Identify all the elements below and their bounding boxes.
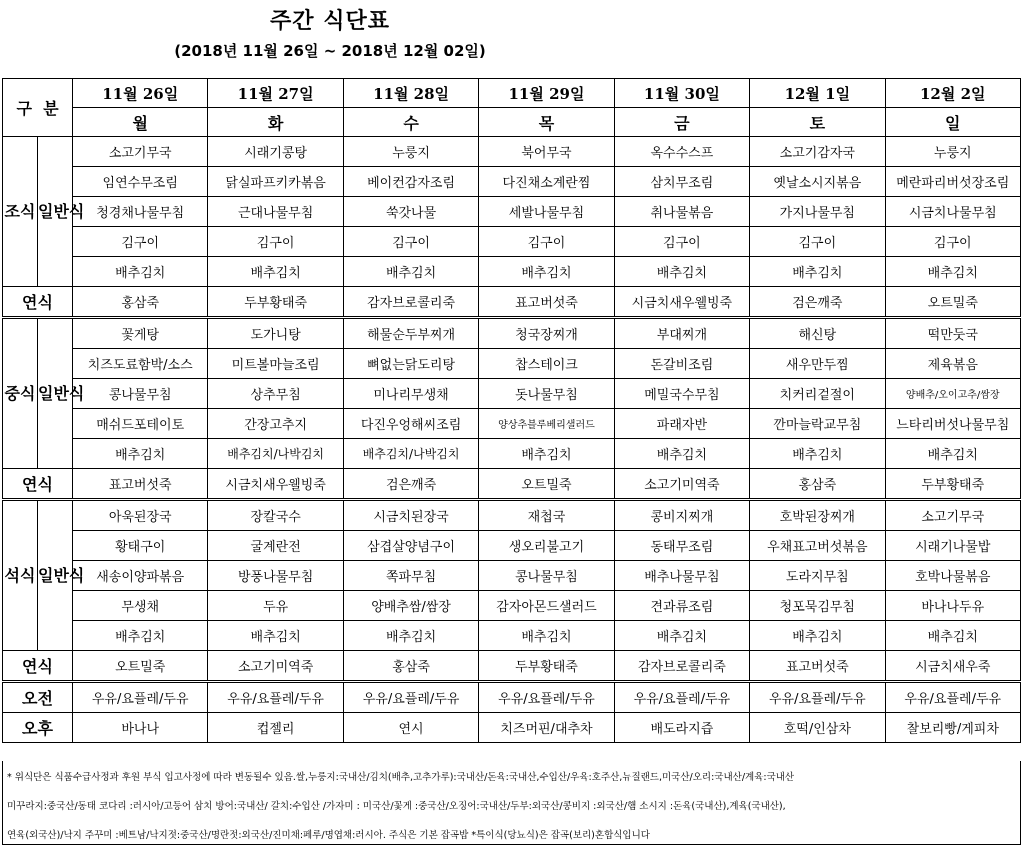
menu-item: 방풍나물무침 (208, 561, 343, 591)
general-meal-label: 일반식 (38, 318, 73, 469)
soft-menu-item: 시금치새우웰빙죽 (208, 469, 343, 500)
menu-item: 김구이 (73, 227, 208, 257)
menu-item: 청경채나물무침 (73, 197, 208, 227)
menu-item: 돗나물무침 (479, 379, 614, 409)
menu-item: 배추김치 (885, 257, 1020, 287)
menu-item: 제육볶음 (885, 349, 1020, 379)
menu-item: 배추김치/나박김치 (343, 439, 478, 469)
snack-item: 연시 (343, 713, 478, 743)
menu-item: 배추김치 (73, 439, 208, 469)
menu-item: 누룽지 (343, 137, 478, 167)
menu-item: 떡만둣국 (885, 318, 1020, 349)
menu-item: 취나물볶음 (614, 197, 749, 227)
menu-item: 소고기감자국 (750, 137, 885, 167)
menu-item: 베이컨감자조림 (343, 167, 478, 197)
menu-item: 배추김치 (479, 257, 614, 287)
menu-item: 황태구이 (73, 531, 208, 561)
menu-item: 시금치나물무침 (885, 197, 1020, 227)
menu-item: 김구이 (885, 227, 1020, 257)
menu-item: 미트볼마늘조림 (208, 349, 343, 379)
soft-menu-item: 오트밀죽 (73, 651, 208, 682)
snack-item: 우유/요플레/두유 (614, 682, 749, 713)
snack-item: 우유/요플레/두유 (208, 682, 343, 713)
soft-menu-item: 소고기미역죽 (614, 469, 749, 500)
menu-item: 양상추블루베리샐러드 (479, 409, 614, 439)
menu-item: 장칼국수 (208, 500, 343, 531)
menu-item: 배추김치 (750, 439, 885, 469)
menu-item: 누룽지 (885, 137, 1020, 167)
menu-item: 호박나물볶음 (885, 561, 1020, 591)
menu-item: 바나나두유 (885, 591, 1020, 621)
menu-item: 세발나물무침 (479, 197, 614, 227)
menu-item: 견과류조림 (614, 591, 749, 621)
soft-menu-item: 두부황태죽 (208, 287, 343, 318)
menu-item: 치커리겉절이 (750, 379, 885, 409)
menu-item: 김구이 (614, 227, 749, 257)
menu-item: 옥수수스프 (614, 137, 749, 167)
menu-item: 무생채 (73, 591, 208, 621)
note-line: * 위식단은 식품수급사정과 후원 부식 입고사정에 따라 변동될수 있음.쌀,누룽지:국내산/김치(배추,고추가루):국내산/돈육:국내산,수입산/우육:호주산,뉴질랜드,미국산/오리:국내산/계육:국내산 (7, 772, 795, 783)
soft-menu-item: 감자브로콜리죽 (614, 651, 749, 682)
menu-item: 두유 (208, 591, 343, 621)
menu-item: 생오리불고기 (479, 531, 614, 561)
menu-item: 새송이양파볶음 (73, 561, 208, 591)
menu-item: 재첩국 (479, 500, 614, 531)
menu-item: 뼈없는닭도리탕 (343, 349, 478, 379)
menu-item: 근대나물무침 (208, 197, 343, 227)
menu-item: 미나리무생채 (343, 379, 478, 409)
snack-item: 바나나 (73, 713, 208, 743)
menu-item: 배추김치 (750, 257, 885, 287)
origin-notes (2, 761, 1021, 845)
menu-item: 해신탕 (750, 318, 885, 349)
snack-am-label: 오전 (3, 682, 73, 713)
menu-item: 파래자반 (614, 409, 749, 439)
soft-menu-item: 표고버섯죽 (750, 651, 885, 682)
menu-item: 호박된장찌개 (750, 500, 885, 531)
menu-item: 새우만두찜 (750, 349, 885, 379)
menu-item: 배추김치 (614, 257, 749, 287)
menu-item: 시래기콩탕 (208, 137, 343, 167)
date-header: 11월 28일 (343, 79, 478, 108)
menu-item: 다진우엉해씨조림 (343, 409, 478, 439)
menu-item: 부대찌개 (614, 318, 749, 349)
soft-menu-item: 표고버섯죽 (479, 287, 614, 318)
menu-item: 간장고추지 (208, 409, 343, 439)
menu-item: 옛날소시지볶음 (750, 167, 885, 197)
note-line: 연육(외국산)/낙지 주꾸미 :베트남/낙지젓:중국산/명란젓:외국산/진미채:페루/명엽채:러시아. 주식은 기본 잡곡밥 *특이식(당뇨식)은 잡곡(보리)혼합식입니다 (7, 830, 650, 841)
menu-item: 콩나물무침 (73, 379, 208, 409)
menu-item: 삼겹살양념구이 (343, 531, 478, 561)
snack-item: 치즈머핀/대추차 (479, 713, 614, 743)
menu-item: 배추김치 (750, 621, 885, 651)
menu-item: 가지나물무침 (750, 197, 885, 227)
snack-item: 우유/요플레/두유 (750, 682, 885, 713)
menu-item: 김구이 (343, 227, 478, 257)
snack-item: 우유/요플레/두유 (479, 682, 614, 713)
menu-item: 동태무조림 (614, 531, 749, 561)
menu-period: (2018년 11월 26일 ~ 2018년 12월 02일) (174, 42, 486, 60)
menu-item: 청국장찌개 (479, 318, 614, 349)
menu-item: 소고기무국 (73, 137, 208, 167)
date-header: 11월 30일 (614, 79, 749, 108)
menu-item: 배추김치 (885, 439, 1020, 469)
weekly-menu-table (2, 78, 1021, 743)
menu-item: 김구이 (208, 227, 343, 257)
weekday-header: 목 (479, 108, 614, 137)
note-line: 미꾸라지:중국산/동태 코다리 :러시아/고등어 삼치 방어:국내산/ 갈치:수입산 /가자미 : 미국산/꽃게 :중국산/오징어:국내산/두부:외국산/콩비지 :외국산/햄 소시지 :돈육(국내산),계육(국내산), (7, 801, 786, 812)
menu-item: 쪽파무침 (343, 561, 478, 591)
weekday-header: 화 (208, 108, 343, 137)
soft-menu-item: 오트밀죽 (479, 469, 614, 500)
menu-item: 감자아몬드샐러드 (479, 591, 614, 621)
soft-menu-item: 감자브로콜리죽 (343, 287, 478, 318)
soft-menu-item: 시금치새우웰빙죽 (614, 287, 749, 318)
menu-item: 돈갈비조림 (614, 349, 749, 379)
menu-item: 김구이 (479, 227, 614, 257)
menu-item: 배추김치 (479, 439, 614, 469)
soft-menu-item: 시금치새우죽 (885, 651, 1020, 682)
soft-menu-item: 홍삼죽 (73, 287, 208, 318)
dinner-label: 석식 (3, 500, 38, 651)
menu-item: 임연수무조림 (73, 167, 208, 197)
soft-menu-item: 소고기미역죽 (208, 651, 343, 682)
menu-item: 꽃게탕 (73, 318, 208, 349)
date-header: 11월 29일 (479, 79, 614, 108)
menu-item: 치즈도료함박/소스 (73, 349, 208, 379)
menu-item: 배추김치 (885, 621, 1020, 651)
soft-menu-item: 표고버섯죽 (73, 469, 208, 500)
soft-menu-item: 홍삼죽 (750, 469, 885, 500)
snack-item: 우유/요플레/두유 (73, 682, 208, 713)
general-meal-label: 일반식 (38, 500, 73, 651)
snack-pm-label: 오후 (3, 713, 73, 743)
soft-menu-item: 검은깨죽 (343, 469, 478, 500)
menu-item: 삼치무조림 (614, 167, 749, 197)
weekday-header: 월 (73, 108, 208, 137)
soft-meal-label: 연식 (3, 469, 73, 500)
snack-item: 찰보리빵/게피차 (885, 713, 1020, 743)
menu-item: 소고기무국 (885, 500, 1020, 531)
menu-item: 콩나물무침 (479, 561, 614, 591)
weekday-header: 토 (750, 108, 885, 137)
menu-item: 북어무국 (479, 137, 614, 167)
menu-item: 우채표고버섯볶음 (750, 531, 885, 561)
menu-item: 배추김치 (614, 439, 749, 469)
menu-item: 도라지무침 (750, 561, 885, 591)
breakfast-label: 조식 (3, 137, 38, 287)
menu-item: 닭실파프키카볶음 (208, 167, 343, 197)
general-meal-label: 일반식 (38, 137, 73, 287)
menu-item: 시래기나물밥 (885, 531, 1020, 561)
soft-menu-item: 홍삼죽 (343, 651, 478, 682)
menu-item: 도가니탕 (208, 318, 343, 349)
menu-item: 메밀국수무침 (614, 379, 749, 409)
menu-item: 배추김치 (208, 257, 343, 287)
page-title: 주간 식단표 (270, 9, 390, 34)
menu-item: 찹스테이크 (479, 349, 614, 379)
menu-item: 배추김치 (343, 257, 478, 287)
menu-item: 배추김치 (208, 621, 343, 651)
snack-item: 우유/요플레/두유 (343, 682, 478, 713)
menu-item: 느타리버섯나물무침 (885, 409, 1020, 439)
menu-item: 콩비지찌개 (614, 500, 749, 531)
soft-menu-item: 두부황태죽 (479, 651, 614, 682)
date-header: 11월 27일 (208, 79, 343, 108)
menu-item: 배추김치/나박김치 (208, 439, 343, 469)
menu-item: 깐마늘락교무침 (750, 409, 885, 439)
soft-menu-item: 두부황태죽 (885, 469, 1020, 500)
menu-item: 청포묵김무침 (750, 591, 885, 621)
soft-meal-label: 연식 (3, 651, 73, 682)
date-header: 12월 2일 (885, 79, 1020, 108)
weekday-header: 금 (614, 108, 749, 137)
menu-item: 메란파리버섯장조림 (885, 167, 1020, 197)
menu-item: 쑥갓나물 (343, 197, 478, 227)
weekday-header: 일 (885, 108, 1020, 137)
soft-menu-item: 검은깨죽 (750, 287, 885, 318)
lunch-label: 중식 (3, 318, 38, 469)
date-header: 12월 1일 (750, 79, 885, 108)
snack-item: 호떡/인삼차 (750, 713, 885, 743)
menu-item: 배추김치 (343, 621, 478, 651)
snack-item: 배도라지즙 (614, 713, 749, 743)
menu-item: 시금치된장국 (343, 500, 478, 531)
menu-item: 양배추쌈/쌈장 (343, 591, 478, 621)
menu-item: 다진채소계란찜 (479, 167, 614, 197)
menu-item: 매쉬드포테이토 (73, 409, 208, 439)
menu-item: 굴계란전 (208, 531, 343, 561)
menu-item: 김구이 (750, 227, 885, 257)
menu-item: 배추나물무침 (614, 561, 749, 591)
menu-item: 배추김치 (614, 621, 749, 651)
menu-item: 아욱된장국 (73, 500, 208, 531)
menu-item: 배추김치 (479, 621, 614, 651)
gubun-header: 구 분 (3, 79, 73, 137)
soft-meal-label: 연식 (3, 287, 73, 318)
snack-item: 우유/요플레/두유 (885, 682, 1020, 713)
menu-item: 상추무침 (208, 379, 343, 409)
menu-item: 배추김치 (73, 257, 208, 287)
menu-item: 양배추/오이고추/쌈장 (885, 379, 1020, 409)
menu-item: 해물순두부찌개 (343, 318, 478, 349)
weekday-header: 수 (343, 108, 478, 137)
snack-item: 컵젤리 (208, 713, 343, 743)
soft-menu-item: 오트밀죽 (885, 287, 1020, 318)
date-header: 11월 26일 (73, 79, 208, 108)
menu-item: 배추김치 (73, 621, 208, 651)
